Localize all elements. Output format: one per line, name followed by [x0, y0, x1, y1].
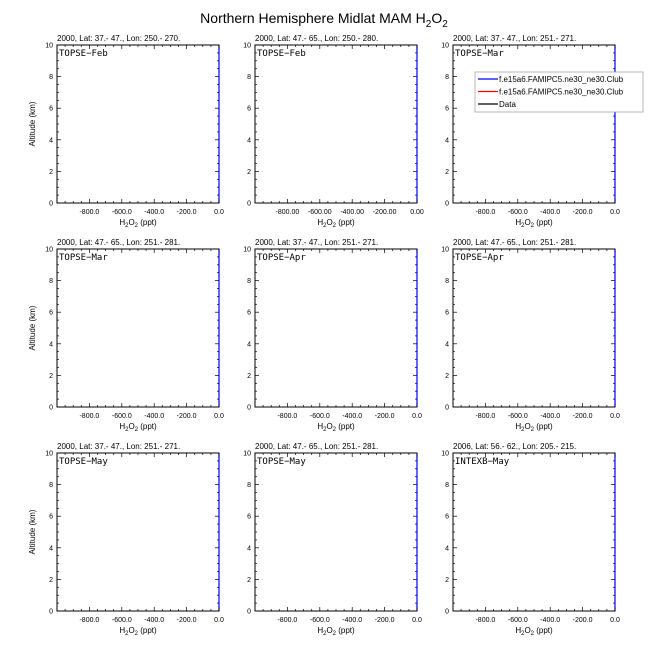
x-tick-label: -400.0	[342, 617, 363, 624]
chart-panel	[243, 442, 422, 637]
y-tick-label: 6	[247, 309, 251, 317]
panel-title: 2000, Lat: 47.- 65., Lon: 251.- 281.	[57, 238, 181, 247]
x-tick-label: 0.0	[214, 413, 224, 420]
y-tick-label: 2	[49, 168, 53, 176]
x-label-sub: 2	[323, 223, 327, 229]
x-tick-label: 0.0	[610, 617, 620, 624]
y-tick-label: 0	[247, 200, 251, 208]
x-tick-label: 0.0	[214, 617, 224, 624]
x-label-sub: 2	[332, 631, 337, 637]
panel-annotation: TOPSE−Apr	[455, 253, 504, 263]
x-label-part: H	[119, 422, 126, 431]
y-tick-label: 10	[45, 246, 53, 254]
x-tick-label: -800.0	[475, 617, 496, 624]
y-tick-label: 10	[441, 450, 449, 458]
x-label-part: H	[317, 626, 324, 635]
plot-frame	[255, 453, 417, 611]
y-tick-label: 8	[49, 278, 53, 286]
x-label-part: (ppt)	[336, 626, 355, 635]
x-tick-label: -800.0	[79, 617, 100, 624]
x-tick-label: -400.0	[144, 617, 165, 624]
x-tick-label: -800.00	[275, 209, 300, 216]
y-tick-label: 6	[445, 309, 449, 317]
y-tick-label: 4	[247, 545, 251, 553]
x-label-part: (ppt)	[534, 626, 553, 635]
figure-title-tail: O	[431, 10, 443, 26]
y-axis-label: Altitude (km)	[28, 509, 37, 555]
x-axis-label	[515, 626, 553, 637]
y-tick-label: 8	[49, 74, 53, 82]
panel-title: 2000, Lat: 47.- 65., Lon: 251.- 281.	[453, 238, 577, 247]
x-label-part: O	[524, 626, 531, 635]
x-tick-label: 0.0	[610, 209, 620, 216]
panel-title: 2000, Lat: 37.- 47., Lon: 251.- 271.	[57, 442, 181, 451]
x-label-sub: 2	[134, 631, 139, 637]
y-tick-label: 6	[49, 309, 53, 317]
x-tick-label: -800.0	[79, 413, 100, 420]
chart-panel	[243, 34, 424, 229]
chart-panel	[441, 34, 643, 229]
y-tick-label: 4	[49, 341, 53, 349]
y-tick-label: 2	[445, 372, 449, 380]
x-tick-label: -600.0	[111, 209, 132, 216]
x-label-sub: 2	[530, 427, 535, 433]
y-tick-label: 4	[445, 545, 449, 553]
panel-title: 2000, Lat: 37.- 47., Lon: 250.- 270.	[57, 34, 181, 43]
plot-frame	[453, 249, 615, 407]
y-tick-label: 8	[49, 482, 53, 490]
x-label-sub: 2	[134, 427, 139, 433]
x-tick-label: -200.0	[176, 209, 197, 216]
x-label-part: H	[317, 218, 324, 227]
y-tick-label: 0	[247, 608, 251, 616]
x-tick-label: -800.0	[277, 413, 298, 420]
chart-panel	[28, 442, 224, 637]
x-label-part: H	[119, 218, 126, 227]
panels	[28, 34, 643, 637]
x-axis-label	[119, 422, 157, 433]
panel-title: 2006, Lat: 56.- 62., Lon: 205.- 215.	[453, 442, 577, 451]
x-tick-label: -200.0	[176, 413, 197, 420]
x-label-part: O	[326, 218, 333, 227]
x-tick-label: -600.0	[309, 617, 330, 624]
x-tick-label: 0.00	[410, 209, 424, 216]
y-tick-label: 10	[243, 42, 251, 50]
x-label-sub: 2	[332, 223, 337, 229]
panel-annotation: TOPSE−Mar	[59, 253, 108, 263]
y-tick-label: 4	[445, 137, 449, 145]
y-tick-label: 2	[49, 372, 53, 380]
x-label-part: O	[524, 218, 531, 227]
y-tick-label: 8	[445, 74, 449, 82]
x-label-part: H	[317, 422, 324, 431]
y-tick-label: 0	[445, 404, 449, 412]
y-tick-label: 0	[445, 608, 449, 616]
figure-title	[200, 10, 448, 30]
chart-panel	[28, 238, 224, 433]
x-tick-label: -600.0	[507, 209, 528, 216]
y-tick-label: 4	[49, 545, 53, 553]
x-tick-label: -400.0	[540, 413, 561, 420]
panel-title: 2000, Lat: 37.- 47., Lon: 251.- 271.	[453, 34, 577, 43]
x-tick-label: 0.0	[412, 617, 422, 624]
y-tick-label: 2	[247, 168, 251, 176]
x-label-part: O	[326, 626, 333, 635]
x-tick-label: -600.0	[507, 617, 528, 624]
x-axis-label	[119, 218, 157, 229]
plot-frame	[57, 249, 219, 407]
chart-panel	[441, 442, 620, 637]
x-tick-label: -400.0	[342, 413, 363, 420]
panel-title: 2000, Lat: 37.- 47., Lon: 251.- 271.	[255, 238, 379, 247]
y-tick-label: 2	[49, 576, 53, 584]
x-label-sub: 2	[332, 427, 337, 433]
x-tick-label: -800.0	[475, 209, 496, 216]
x-tick-label: -400.0	[540, 209, 561, 216]
y-axis-label: Altitude (km)	[28, 101, 37, 147]
y-tick-label: 0	[49, 404, 53, 412]
y-tick-label: 0	[49, 608, 53, 616]
x-label-part: O	[524, 422, 531, 431]
panel-title: 2000, Lat: 47.- 65., Lon: 251.- 281.	[255, 442, 379, 451]
y-tick-label: 8	[247, 482, 251, 490]
x-tick-label: -200.00	[372, 209, 397, 216]
y-tick-label: 2	[445, 576, 449, 584]
y-tick-label: 10	[243, 450, 251, 458]
x-axis-label	[119, 626, 157, 637]
plot-frame	[453, 45, 615, 203]
y-tick-label: 8	[445, 482, 449, 490]
x-tick-label: -200.0	[572, 617, 593, 624]
y-tick-label: 10	[441, 42, 449, 50]
y-tick-label: 2	[247, 576, 251, 584]
x-label-sub: 2	[125, 631, 129, 637]
panel-annotation: INTEXB−May	[455, 457, 510, 467]
y-tick-label: 4	[247, 341, 251, 349]
x-label-part: H	[515, 422, 522, 431]
panel-annotation: TOPSE−Mar	[455, 49, 504, 59]
chart-panel	[28, 34, 224, 229]
x-label-sub: 2	[134, 223, 139, 229]
x-label-sub: 2	[125, 223, 129, 229]
x-tick-label: -200.0	[176, 617, 197, 624]
figure-title-sub: 2	[425, 19, 432, 30]
x-label-part: (ppt)	[534, 422, 553, 431]
x-tick-label: -600.00	[307, 209, 332, 216]
x-axis-label	[515, 422, 553, 433]
legend-label: f.e15a6.FAMIPC5.ne30_ne30.Club	[499, 87, 624, 97]
x-tick-label: 0.0	[412, 413, 422, 420]
x-label-part: (ppt)	[138, 218, 157, 227]
y-tick-label: 4	[49, 137, 53, 145]
x-tick-label: -200.0	[572, 209, 593, 216]
x-tick-label: -600.0	[111, 413, 132, 420]
panel-annotation: TOPSE−May	[59, 457, 108, 467]
y-tick-label: 10	[45, 450, 53, 458]
y-tick-label: 2	[445, 168, 449, 176]
y-tick-label: 2	[247, 372, 251, 380]
x-label-part: (ppt)	[336, 218, 355, 227]
x-label-part: (ppt)	[138, 626, 157, 635]
x-tick-label: -200.0	[374, 617, 395, 624]
x-label-sub: 2	[125, 427, 129, 433]
panel-annotation: TOPSE−May	[257, 457, 306, 467]
x-label-part: O	[326, 422, 333, 431]
y-tick-label: 0	[247, 404, 251, 412]
y-tick-label: 8	[445, 278, 449, 286]
plot-frame	[57, 45, 219, 203]
x-tick-label: -400.0	[540, 617, 561, 624]
panel-annotation: TOPSE−Feb	[59, 49, 108, 59]
x-label-sub: 2	[521, 427, 525, 433]
x-tick-label: -600.0	[507, 413, 528, 420]
y-tick-label: 6	[247, 513, 251, 521]
x-axis-label	[317, 422, 355, 433]
y-tick-label: 4	[445, 341, 449, 349]
y-tick-label: 8	[247, 74, 251, 82]
chart-panel	[243, 238, 422, 433]
x-tick-label: -800.0	[475, 413, 496, 420]
x-label-part: (ppt)	[336, 422, 355, 431]
x-label-part: O	[128, 626, 135, 635]
plot-frame	[255, 45, 417, 203]
x-tick-label: -400.00	[340, 209, 365, 216]
x-label-sub: 2	[323, 631, 327, 637]
x-label-part: O	[128, 422, 135, 431]
chart-panel	[441, 238, 620, 433]
x-tick-label: -400.0	[144, 413, 165, 420]
y-tick-label: 6	[49, 513, 53, 521]
x-label-part: (ppt)	[534, 218, 553, 227]
x-label-part: O	[128, 218, 135, 227]
x-label-sub: 2	[530, 223, 535, 229]
x-tick-label: -800.0	[277, 617, 298, 624]
y-tick-label: 10	[45, 42, 53, 50]
y-tick-label: 6	[49, 105, 53, 113]
plot-frame	[57, 453, 219, 611]
plot-frame	[255, 249, 417, 407]
x-label-sub: 2	[521, 223, 525, 229]
plot-frame	[453, 453, 615, 611]
x-label-part: H	[515, 218, 522, 227]
x-tick-label: -600.0	[309, 413, 330, 420]
x-tick-label: 0.0	[610, 413, 620, 420]
x-tick-label: -200.0	[572, 413, 593, 420]
y-tick-label: 10	[243, 246, 251, 254]
x-label-part: (ppt)	[138, 422, 157, 431]
y-tick-label: 8	[247, 278, 251, 286]
panel-title: 2000, Lat: 47.- 65., Lon: 250.- 280.	[255, 34, 379, 43]
figure-title-sub2: 2	[442, 19, 448, 30]
y-tick-label: 6	[445, 513, 449, 521]
y-tick-label: 0	[445, 200, 449, 208]
panel-annotation: TOPSE−Feb	[257, 49, 306, 59]
x-tick-label: -800.0	[79, 209, 100, 216]
y-tick-label: 0	[49, 200, 53, 208]
legend-label: Data	[499, 100, 516, 109]
y-tick-label: 10	[441, 246, 449, 254]
x-label-sub: 2	[530, 631, 535, 637]
x-label-part: H	[515, 626, 522, 635]
y-axis-label: Altitude (km)	[28, 305, 37, 351]
x-tick-label: -400.0	[144, 209, 165, 216]
x-axis-label	[317, 218, 355, 229]
figure-title-main: Northern Hemisphere Midlat MAM H	[200, 10, 426, 26]
y-tick-label: 6	[445, 105, 449, 113]
y-tick-label: 4	[247, 137, 251, 145]
x-tick-label: -200.0	[374, 413, 395, 420]
x-axis-label	[317, 626, 355, 637]
legend-label: f.e15a6.FAMIPC5.ne30_ne30.Club	[499, 75, 624, 84]
x-tick-label: 0.0	[214, 209, 224, 216]
x-label-sub: 2	[323, 427, 327, 433]
x-label-sub: 2	[521, 631, 525, 637]
x-label-part: H	[119, 626, 126, 635]
x-axis-label	[515, 218, 553, 229]
panel-annotation: TOPSE−Apr	[257, 253, 306, 263]
y-tick-label: 6	[247, 105, 251, 113]
x-tick-label: -600.0	[111, 617, 132, 624]
